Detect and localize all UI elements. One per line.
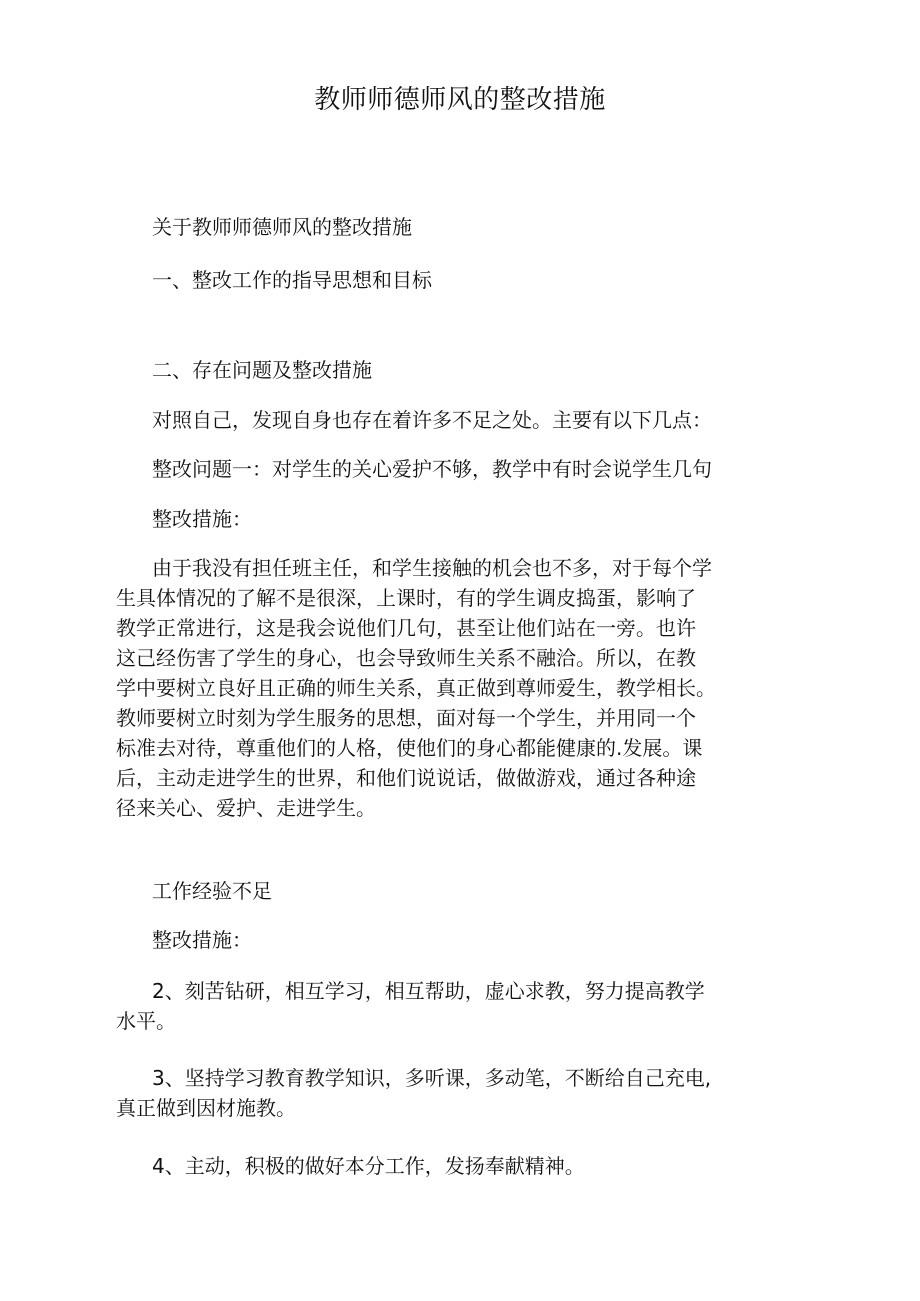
paragraph-line: 生具体情况的了解不是很深，上课时，有的学生调皮捣蛋，影响了 xyxy=(116,586,696,610)
paragraph-line: 标准去对待，尊重他们的人格，使他们的身心都能健康的.发展。课 xyxy=(116,736,703,760)
paragraph-line: 学中要树立良好且正确的师生关系，真正做到尊师爱生，教学相长。 xyxy=(116,676,716,700)
measures-label-2: 整改措施： xyxy=(152,928,252,952)
paragraph-line: 教师要树立时刻为学生服务的思想，面对每一个学生，并用同一个 xyxy=(116,706,696,730)
paragraph-line: 后，主动走进学生的世界，和他们说说话，做做游戏，通过各种途 xyxy=(116,766,696,790)
paragraph-line: 径来关心、爱护、走进学生。 xyxy=(116,796,376,820)
paragraph-line: 这己经伤害了学生的身心，也会导致师生关系不融洽。所以，在教 xyxy=(116,646,696,670)
measure-item-2 xyxy=(116,976,766,1036)
measures-paragraph-1 xyxy=(116,553,766,823)
measure-item-3 xyxy=(116,1063,766,1123)
item-line: 水平。 xyxy=(116,1009,176,1033)
item-line: 真正做到因材施教。 xyxy=(116,1096,296,1120)
document-subtitle: 关于教师师德师风的整改措施 xyxy=(152,215,412,239)
problem-1-text: 整改问题一：对学生的关心爱护不够，教学中有时会说学生几句 xyxy=(152,457,712,481)
item-line: 3、坚持学习教育教学知识，多听课，多动笔，不断给自己充电, xyxy=(152,1066,712,1090)
measures-label-1: 整改措施： xyxy=(152,507,252,531)
measure-item-4: 4、主动，积极的做好本分工作，发扬奉献精神。 xyxy=(152,1154,585,1178)
document-title: 教师师德师风的整改措施 xyxy=(314,85,606,115)
item-line: 2、刻苦钻研，相互学习，相互帮助，虚心求教，努力提高教学 xyxy=(152,979,705,1003)
section-heading-1: 一、整改工作的指导思想和目标 xyxy=(152,268,432,292)
intro-text: 对照自己，发现自身也存在着许多不足之处。主要有以下几点： xyxy=(152,408,712,432)
paragraph-line: 由于我没有担任班主任，和学生接触的机会也不多，对于每个学 xyxy=(152,556,712,580)
problem-2-text: 工作经验不足 xyxy=(152,879,272,903)
paragraph-line: 教学正常进行，这是我会说他们几句，甚至让他们站在一旁。也许 xyxy=(116,616,696,640)
section-heading-2: 二、存在问题及整改措施 xyxy=(152,358,372,382)
